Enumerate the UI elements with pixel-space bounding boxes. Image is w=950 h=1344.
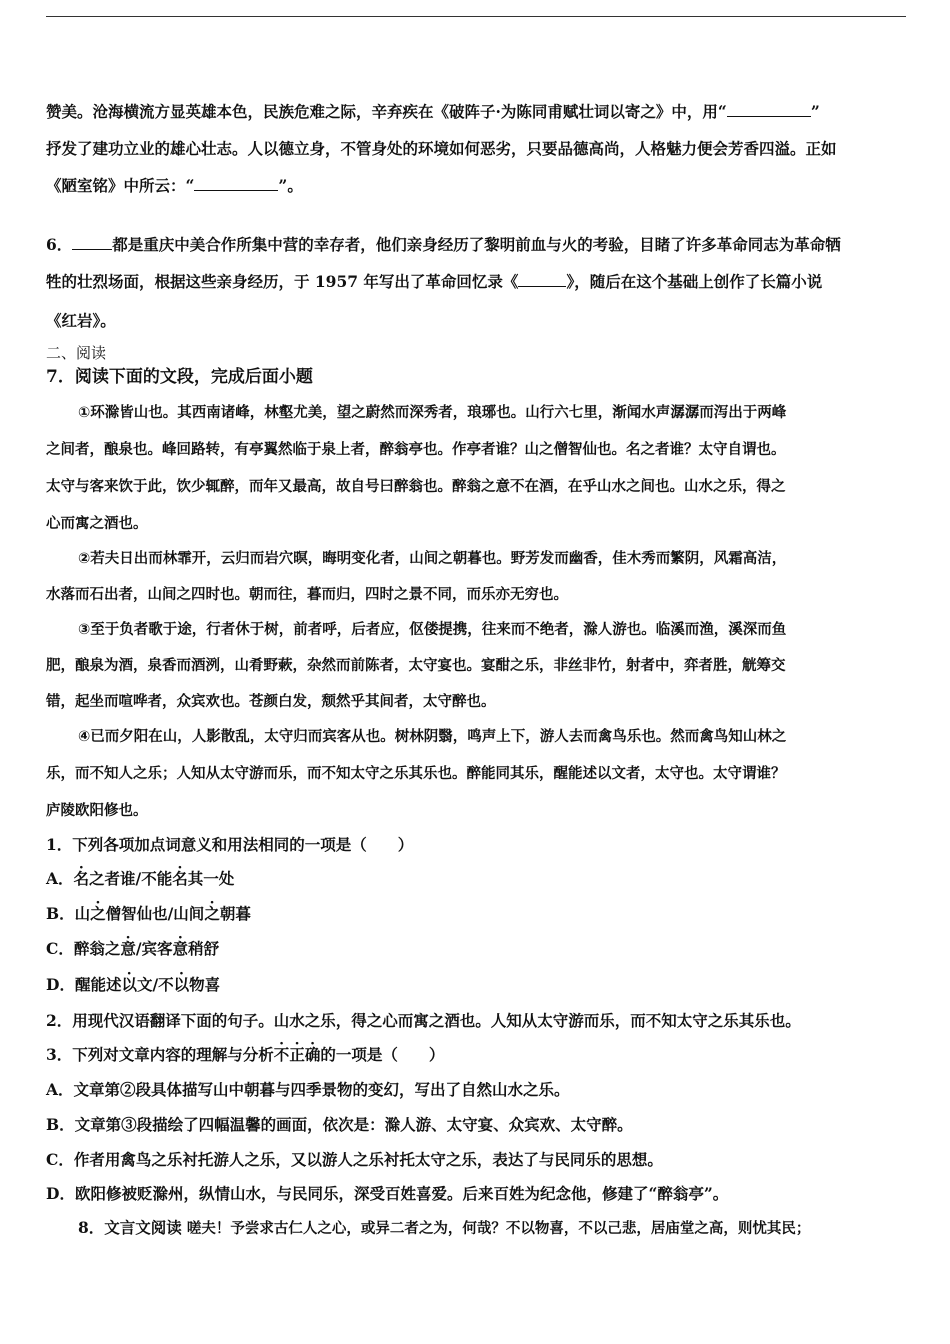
- option-label: A．: [46, 1080, 74, 1099]
- q6-line-2: [46, 272, 822, 292]
- section-heading: 二、阅读: [46, 344, 107, 362]
- passage-line: 肥，酿泉为酒，泉香而酒洌，山肴野蔌，杂然而前陈者，太守宴也。宴酣之乐，非丝非竹，射者中，弈者胜，觥筹交: [46, 658, 786, 674]
- dotted-word: 以: [121, 975, 137, 994]
- answer-blank-1[interactable]: [727, 102, 811, 117]
- option-text: 其一处: [187, 869, 235, 888]
- passage-line: ①环滁皆山也。其西南诸峰，林壑尤美，望之蔚然而深秀者，琅琊也。山行六七里，渐闻水声潺潺而泻出于两峰: [78, 405, 787, 421]
- option-label: D．: [46, 975, 75, 994]
- option-label: A．: [46, 869, 74, 888]
- dotted-word: 之: [90, 904, 106, 923]
- option-text: 作者用禽鸟之乐衬托游人之乐，又以游人之乐衬托太守之乐，表达了与民同乐的思想。: [73, 1150, 663, 1169]
- subq1-option-b[interactable]: [46, 904, 251, 924]
- q6-text-1: 都是重庆中美合作所集中营的幸存者，他们亲身经历了黎明前血与火的考验，目睹了许多革命同志为革命牺: [112, 235, 841, 254]
- subq3-option-b[interactable]: [46, 1115, 633, 1135]
- q6-text-2b: 》，随后在这个基础上创作了长篇小说: [566, 272, 823, 291]
- option-text: 朝暮: [219, 904, 251, 923]
- answer-blank-3[interactable]: [72, 235, 112, 250]
- dotted-word: 之: [204, 904, 220, 923]
- passage-line: ②若夫日出而林霏开，云归而岩穴暝，晦明变化者，山间之朝暮也。野芳发而幽香，佳木秀而繁阴，风霜高洁，: [78, 551, 787, 567]
- option-text: 物喜: [189, 975, 221, 994]
- passage-line: 之间者，酿泉也。峰回路转，有亭翼然临于泉上者，醉翁亭也。作亭者谁？山之僧智仙也。名之者谁？太守自谓也。: [46, 442, 786, 458]
- q6-line-3: 《红岩》。: [46, 311, 116, 330]
- subq1-option-a[interactable]: [46, 869, 234, 889]
- passage-line: 乐，而不知人之乐；人知从太守游而乐，而不知太守之乐其乐也。醉能同其乐，醒能述以文者，太守也。太守谓谁？: [46, 766, 786, 782]
- option-text: /宾客: [135, 939, 173, 958]
- subq1-option-d[interactable]: [46, 975, 220, 995]
- q5-line-3: [46, 176, 303, 196]
- option-label: B．: [46, 904, 75, 923]
- option-text: 欧阳修被贬滁州，纵情山水，与民同乐，深受百姓喜爱。后来百姓为纪念他，修建了“醉翁亭”。: [74, 1184, 729, 1203]
- subq3-option-c[interactable]: [46, 1150, 663, 1170]
- q6-number: 6．: [46, 235, 73, 254]
- q8-line: [78, 1218, 810, 1239]
- q6-line-1: [46, 235, 841, 255]
- q5-text-1b: ”: [810, 102, 820, 121]
- q5-text-1a: 赞美。沧海横流方显英雄本色，民族危难之际，辛弃疾在《破阵子·为陈同甫赋壮词以寄之》中，用“: [46, 102, 727, 121]
- header-rule: [46, 16, 906, 17]
- option-text: 僧智仙也/山间: [105, 904, 205, 923]
- q8-text: 嗟夫！予尝求古仁人之心，或异二者之为，何哉？不以物喜，不以己悲，居庙堂之高，则忧其民；: [186, 1221, 811, 1237]
- option-text: 山: [74, 904, 91, 923]
- dotted-word: 名: [172, 869, 188, 888]
- option-label: C．: [46, 1150, 74, 1169]
- option-text: 文章第③段描绘了四幅温馨的画面，依次是：滁人游、太守宴、众宾欢、太守醉。: [74, 1115, 633, 1134]
- dotted-word: 正: [289, 1045, 305, 1064]
- answer-blank-4[interactable]: [518, 272, 566, 287]
- dotted-word: 意: [172, 939, 189, 958]
- stem-text: 3．下列对文章内容的理解与分析: [46, 1045, 274, 1064]
- subq1-option-c[interactable]: [46, 939, 219, 959]
- passage-line: 错，起坐而喧哗者，众宾欢也。苍颜白发，颓然乎其间者，太守醉也。: [46, 694, 496, 710]
- q8-heading: 8．文言文阅读: [78, 1218, 182, 1237]
- subq3-option-d[interactable]: [46, 1184, 728, 1204]
- q6-text-2a: 牲的壮烈场面，根据这些亲身经历，于 1957 年写出了革命回忆录《: [46, 272, 519, 291]
- q5-line-2: 抒发了建功立业的雄心壮志。人以德立身，不管身处的环境如何恶劣，只要品德高尚，人格魅力便会芳香四溢。正如: [46, 139, 837, 158]
- q5-line-1: [46, 102, 820, 122]
- subq1-stem: 1．下列各项加点词意义和用法相同的一项是（ ）: [46, 835, 414, 854]
- passage-line: 太守与客来饮于此，饮少辄醉，而年又最高，故自号曰醉翁也。醉翁之意不在酒，在乎山水之间也。山水之乐，得之: [46, 479, 786, 495]
- dotted-word: 意: [120, 939, 136, 958]
- option-text: 稍舒: [188, 939, 220, 958]
- q5-text-3b: ”。: [278, 176, 303, 195]
- dotted-word: 以: [173, 975, 190, 994]
- option-text: 文/不: [136, 975, 174, 994]
- q7-title: 7．阅读下面的文段，完成后面小题: [46, 367, 313, 387]
- dotted-word: 不: [273, 1045, 290, 1064]
- passage-line: 庐陵欧阳修也。: [46, 803, 148, 819]
- passage-line: ④已而夕阳在山，人影散乱，太守归而宾客从也。树林阴翳，鸣声上下，游人去而禽鸟乐也。然而禽鸟知山林之: [78, 729, 787, 745]
- answer-blank-2[interactable]: [194, 176, 278, 191]
- q5-text-3a: 《陋室铭》中所云：“: [46, 176, 195, 195]
- passage-line: ③至于负者歌于途，行者休于树，前者呼，后者应，伛偻提携，往来而不绝者，滁人游也。临溪而渔，溪深而鱼: [78, 622, 787, 638]
- subq3-stem: [46, 1045, 444, 1065]
- subq2-stem: 2．用现代汉语翻译下面的句子。山水之乐，得之心而寓之酒也。人知从太守游而乐，而不知太守之乐其乐也。: [46, 1011, 801, 1030]
- stem-text: 的一项是（ ）: [320, 1045, 445, 1064]
- option-label: D．: [46, 1184, 75, 1203]
- option-text: 之者谁/不能: [89, 869, 173, 888]
- option-label: C．: [46, 939, 74, 958]
- option-text: 文章第②段具体描写山中朝暮与四季景物的变幻，写出了自然山水之乐。: [73, 1080, 570, 1099]
- passage-line: 心而寓之酒也。: [46, 516, 148, 532]
- dotted-word: 确: [304, 1045, 321, 1064]
- option-text: 醉翁之: [73, 939, 121, 958]
- option-text: 醒能述: [74, 975, 122, 994]
- subq3-option-a[interactable]: [46, 1080, 570, 1100]
- option-label: B．: [46, 1115, 75, 1134]
- dotted-word: 名: [73, 869, 90, 888]
- passage-line: 水落而石出者，山间之四时也。朝而往，暮而归，四时之景不同，而乐亦无穷也。: [46, 587, 568, 603]
